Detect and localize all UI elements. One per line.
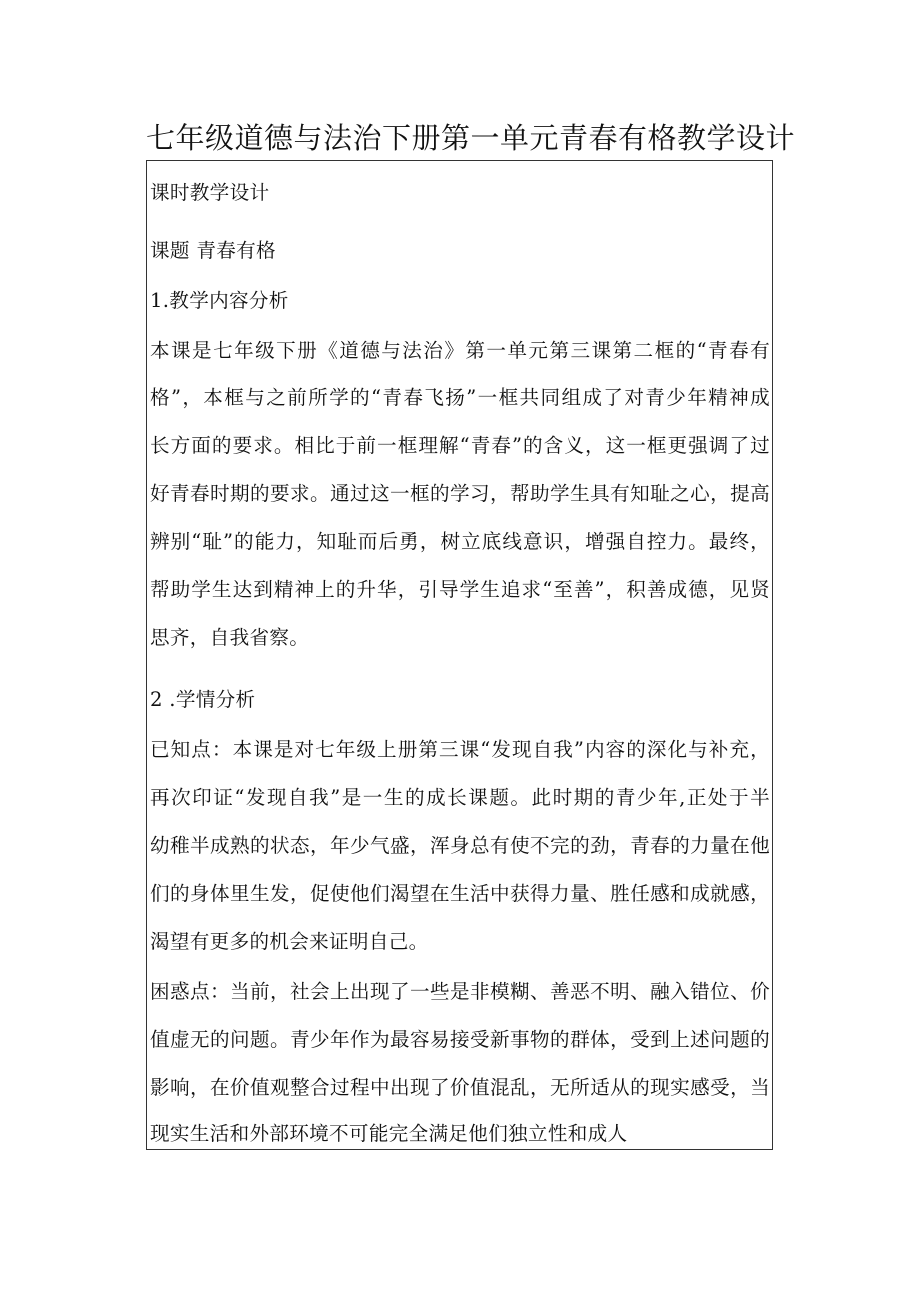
heading-learner-analysis: 2 .学情分析 [150,688,256,711]
paragraph-line: 们的身体里生发，促使他们渴望在生活中获得力量、胜任感和成就感， [150,882,770,905]
section-heading-lesson-design: 课时教学设计 [150,181,270,204]
lesson-topic: 课题 青春有格 [150,239,276,262]
paragraph-line: 再次印证“发现自我”是一生的成长课题。此时期的青少年,正处于半 [150,786,770,809]
paragraph-line: 已知点：本课是对七年级上册第三课“发现自我”内容的深化与补充， [150,738,770,761]
paragraph-line: 思齐，自我省察。 [150,626,310,649]
paragraph-line: 幼稚半成熟的状态，年少气盛，浑身总有使不完的劲，青春的力量在他 [150,834,770,857]
paragraph-line: 影响，在价值观整合过程中出现了价值混乱，无所适从的现实感受，当 [150,1076,770,1099]
lesson-table [146,160,773,1150]
paragraph-line: 值虚无的问题。青少年作为最容易接受新事物的群体，受到上述问题的 [150,1028,770,1051]
heading-content-analysis: 1.教学内容分析 [150,289,289,312]
document-title: 七年级道德与法治下册第一单元青春有格教学设计 [146,121,796,155]
paragraph-line: 渴望有更多的机会来证明自己。 [150,930,429,953]
paragraph-line: 长方面的要求。相比于前一框理解“青春”的含义，这一框更强调了过 [150,434,770,457]
paragraph-line: 帮助学生达到精神上的升华，引导学生追求“至善”，积善成德，见贤 [150,578,770,601]
paragraph-line: 好青春时期的要求。通过这一框的学习，帮助学生具有知耻之心，提高 [150,482,770,505]
paragraph-line: 辨别“耻”的能力，知耻而后勇，树立底线意识，增强自控力。最终， [150,530,770,553]
paragraph-line: 本课是七年级下册《道德与法治》第一单元第三课第二框的“青春有 [150,339,771,362]
paragraph-line: 现实生活和外部环境不可能完全满足他们独立性和成人 [150,1122,628,1145]
paragraph-line: 格”，本框与之前所学的“青春飞扬”一框共同组成了对青少年精神成 [150,386,770,409]
paragraph-line: 困惑点：当前，社会上出现了一些是非模糊、善恶不明、融入错位、价 [150,980,770,1003]
